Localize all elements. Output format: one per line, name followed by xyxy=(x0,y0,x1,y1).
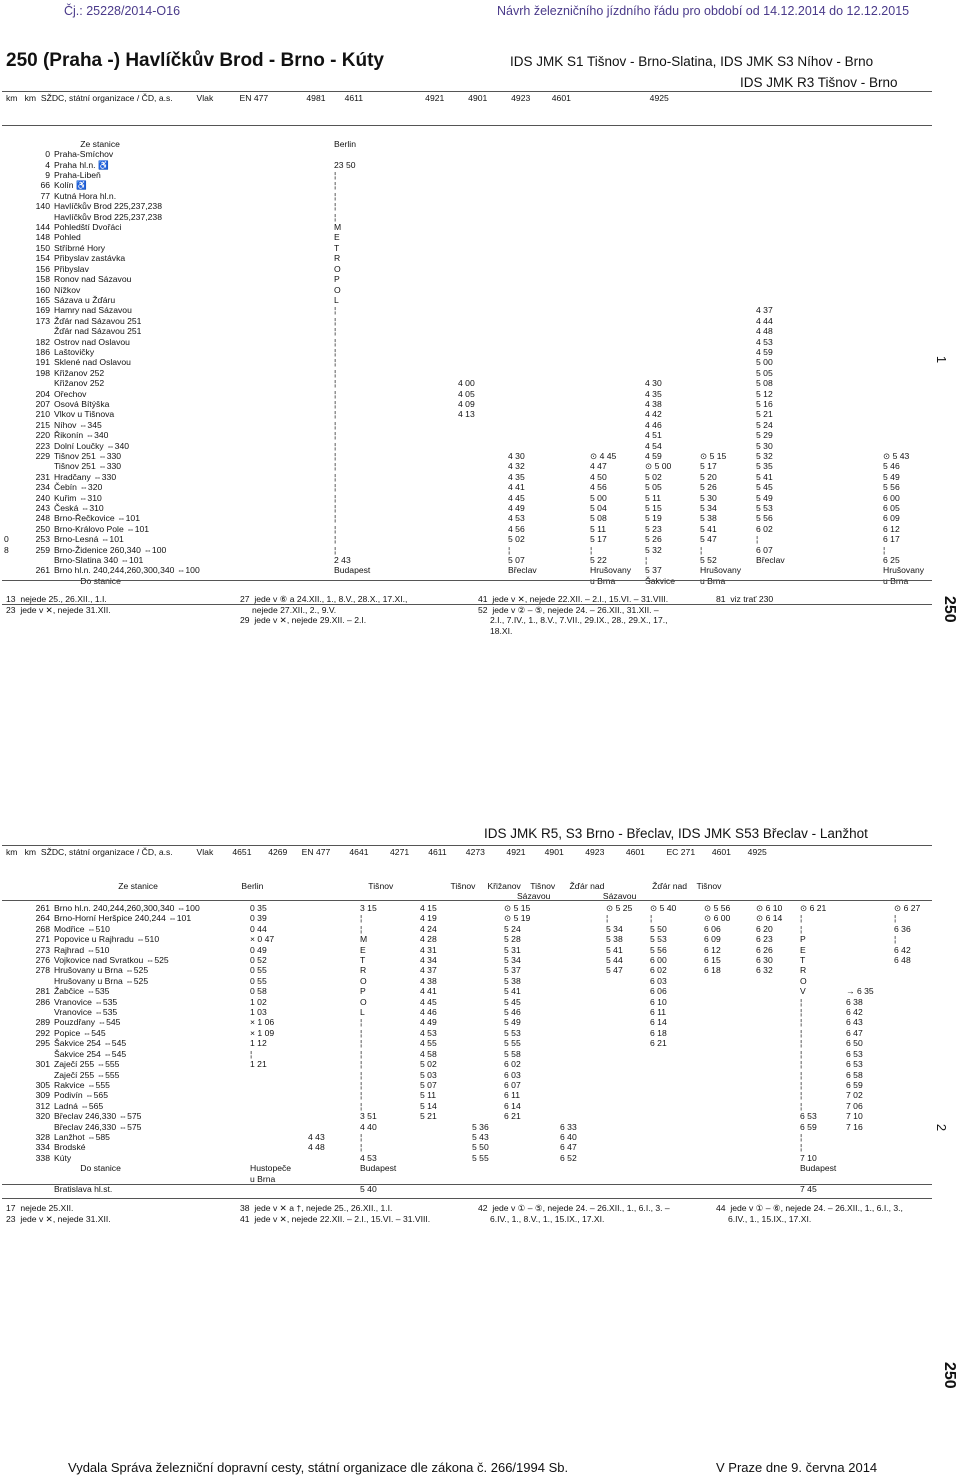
footer-date: V Praze dne 9. června 2014 xyxy=(716,1460,878,1475)
table1-note-2: 27 jede v ⑥ a 24.XII., 1., 8.V., 28.X., 17.XI., nejede 27.XII., 2., 9.V. 29 jede v ✕, nejede 29.XII. – 2.I. xyxy=(240,594,408,625)
table2-body xyxy=(0,903,930,1213)
table1-note-3: 41 jede v ✕, nejede 22.XII. – 2.I., 15.VI. – 31.VIII. 52 jede v ② – ⑤, nejede 24. – 26.XII., 31.XII. – 2.I., 7.IV., 1., 8.V., 7.VII., 29.IX., 28., 29.X., 17., 18.XI. xyxy=(478,594,669,636)
footer-publisher: Vydala Správa železniční dopravní cesty, státní organizace dle zákona č. 266/1994 Sb. xyxy=(68,1460,569,1475)
train-4901-column: 4 30 4 35 4 38 4 42 4 46 4 51 4 54 4 59 ⊙ 5 00 5 02 5 05 5 11 5 15 5 19 5 23 5 26 5 32 ¦ 5 37 Šakvice xyxy=(645,378,676,586)
train-4923-column: ⊙ 5 15 5 17 5 20 5 26 5 30 5 34 5 38 5 41 5 47 ¦ 5 52 Hrušovany u Brna xyxy=(700,451,742,586)
table1-body xyxy=(0,118,930,588)
side-label-250-bottom: 250 xyxy=(941,1362,958,1389)
table-title: 250 (Praha -) Havlíčkův Brod - Brno - Kúty xyxy=(6,50,384,71)
t2-train-271-column: ⊙ 6 21 ¦ ¦ P E T R O V ¦ ¦ ¦ ¦ ¦ ¦ ¦ ¦ ¦ ¦ ¦ 6 53 6 59 ¦ ¦ 7 10 Budapest 7 45 xyxy=(800,903,837,1194)
train-477-column: Berlin 23 50 ¦ ¦ ¦ ¦ ¦ M E T R O P O L ¦ ¦ ¦ ¦ ¦ ¦ ¦ ¦ ¦ ¦ ¦ ¦ ¦ ¦ ¦ ¦ ¦ ¦ ¦ ¦ ¦ ¦ ¦ ¦ 2 43 Budapest xyxy=(334,138,371,576)
t2-train-4611-column: ⊙ 5 15 ⊙ 5 19 5 24 5 28 5 31 5 34 5 37 5 38 5 41 5 45 5 46 5 49 5 53 5 55 5 58 6 02 6 03 6 07 6 11 6 14 6 21 xyxy=(504,903,531,1122)
train-4981-column: 4 00 4 05 4 09 4 13 xyxy=(458,378,475,420)
page-mark-2: 2 xyxy=(934,1123,950,1132)
station-column: Ze stanice Praha-Smíchov Praha hl.n. ♿ Praha-Libeň Kolín ♿ Kutná Hora hl.n. Havlíčkův Brod 225,237,238 Havlíčkův Brod 225,237,238 Pohledští Dvořáci Pohled Stříbrné Hory Přibyslav zastávka Přibyslav Ronov nad Sázavou Nížkov Sázava u Žďáru Hamry nad Sázavou Žďár nad Sázavou 251 Žďár nad Sázavou 251 Ostrov nad Oslavou Laštovičky Sklené nad Oslavou Křižanov 252 Křižanov 252 Ořechov Osová Bítýška Vlkov u Tišnova Níhov ⇔345 Řikonín ⇔340 Dolní Loučky ⇔340 Tišnov 251 ⇔330 Tišnov 251 ⇔330 Hradčany ⇔330 Čebín ⇔320 Kuřim ⇔310 Česká ⇔310 Brno-Řečkovice ⇔101 Brno-Královo Pole ⇔101 Brno-Lesná ⇔101 Brno-Židenice 260,340 ⇔100 Brno-Slatina 340 ⇔101 Brno hl.n. 240,244,260,300,340 ⇔100 Do stanice xyxy=(54,138,200,586)
train-4921-column: ⊙ 4 45 4 47 4 50 4 56 5 00 5 04 5 08 5 11 5 17 ¦ 5 22 Hrušovany u Brna xyxy=(590,451,632,586)
t2-train-4651-column: 0 35 0 39 0 44 × 0 47 0 49 0 52 0 55 0 55 0 58 1 02 1 03 × 1 06 × 1 09 1 12 ¦ 1 21 Hustopeče u Brna xyxy=(250,903,292,1184)
table1-note-1: 13 nejede 25., 26.XII., 1.I. 23 jede v ✕, nejede 31.XII. xyxy=(6,594,111,615)
t2-station-column: Brno hl.n. 240,244,260,300,340 ⇔100 Brno-Horní Heršpice 240,244 ⇔101 Modřice ⇔510 Popovice u Rajhradu ⇔510 Rajhrad ⇔510 Vojkovice nad Svratkou ⇔525 Hrušovany u Brna ⇔525 Hrušovany u Brna ⇔525 Žabčice ⇔535 Vranovice ⇔535 Vranovice ⇔535 Pouzdřany ⇔545 Popice ⇔545 Šakvice 254 ⇔545 Šakvice 254 ⇔545 Zaječí 255 ⇔555 Zaječí 255 ⇔555 Rakvice ⇔555 Podivín ⇔565 Ladná ⇔565 Břeclav 246,330 ⇔575 Břeclav 246,330 ⇔575 Lanžhot ⇔585 Brodské Kúty Do stanice Bratislava hl.st. xyxy=(54,903,200,1194)
table1-note-4: 81 viz trať 230 xyxy=(716,594,774,604)
table2-note-4: 44 jede v ① – ⑥, nejede 24. – 26.XII., 1., 6.I., 3., 6.IV., 1., 15.IX., 17.XI. xyxy=(716,1203,903,1224)
table2-note-3: 42 jede v ① – ⑤, nejede 24. – 26.XII., 1., 6.I., 3. – 6.IV., 1., 8.V., 1., 15.IX., 17.XI. xyxy=(478,1203,670,1224)
train-4611-column: 4 30 4 32 4 35 4 41 4 45 4 49 4 53 4 56 5 02 ¦ 5 07 Břeclav xyxy=(508,451,537,576)
t2-train-4601b-column: → 6 35 6 38 6 42 6 43 6 47 6 50 6 53 6 53 6 58 6 59 7 02 7 06 7 10 7 16 xyxy=(846,986,874,1132)
table2-note-2: 38 jede v ✕ a †, nejede 25., 26.XII., 1.I. 41 jede v ✕, nejede 22.XII. – 2.I., 15.VI. – 31.VIII. xyxy=(240,1203,431,1224)
ids-line-1: IDS JMK S1 Tišnov - Brno-Slatina, IDS JMK S3 Níhov - Brno xyxy=(510,54,874,69)
ids-line-table2: IDS JMK R5, S3 Brno - Břeclav, IDS JMK S53 Břeclav - Lanžhot xyxy=(484,826,868,841)
t2-train-4923-column: ⊙ 5 56 ⊙ 6 00 6 06 6 09 6 12 6 15 6 18 xyxy=(704,903,731,976)
train-4925-column: ⊙ 5 43 5 46 5 49 5 56 6 00 6 05 6 09 6 12 6 17 ¦ 6 25 Hrušovany u Brna xyxy=(883,451,925,586)
document-reference: Čj.: 25228/2014-O16 xyxy=(64,4,181,18)
document-heading: Návrh železničního jízdního řádu pro období od 14.12.2014 do 12.12.2015 xyxy=(497,4,910,18)
ids-line-2: IDS JMK R3 Tišnov - Brno xyxy=(740,75,898,90)
km2-column: 0 8 xyxy=(4,534,9,555)
t2-train-4641-column: 4 15 4 19 4 24 4 28 4 31 4 34 4 37 4 38 4 41 4 45 4 46 4 49 4 53 4 55 4 58 5 02 5 03 5 07 5 11 5 14 5 21 xyxy=(420,903,437,1122)
t2-train-4601-column: ⊙ 6 10 ⊙ 6 14 6 20 6 23 6 26 6 30 6 32 xyxy=(756,903,783,976)
table2-note-1: 17 nejede 25.XII. 23 jede v ✕, nejede 31.XII. xyxy=(6,1203,111,1224)
t2-train-4271-column: 5 36 5 43 5 50 5 55 xyxy=(472,1121,489,1163)
t2-train-4901-column: ⊙ 5 40 ¦ 5 50 5 53 5 56 6 00 6 02 6 03 6 06 6 10 6 11 6 14 6 18 6 21 xyxy=(650,903,677,1049)
t2-train-477-column: 3 15 ¦ ¦ M E T R O P O L ¦ ¦ ¦ ¦ ¦ ¦ ¦ ¦ ¦ 3 51 4 40 ¦ ¦ 4 53 Budapest 5 40 xyxy=(360,903,397,1194)
train-4601-column: 4 37 4 44 4 48 4 53 4 59 5 00 5 05 5 08 5 12 5 16 5 21 5 24 5 29 5 30 5 32 5 35 5 41 5 45 5 49 5 53 5 56 6 02 ¦ 6 07 Břeclav xyxy=(756,305,785,566)
km-column: 0 4 9 66 77 140 144 148 150 154 156 158 160 165 169 173 182 186 191 198 204 207 210 215 220 223 229 231 234 240 243 248 250 253 259 261 xyxy=(35,149,50,576)
t2-train-4925-column: ⊙ 6 27 ¦ 6 36 ¦ 6 42 6 48 xyxy=(894,903,921,966)
t2-train-4269-column: 4 43 4 48 xyxy=(308,1131,325,1153)
page-mark-1: 1 xyxy=(934,355,950,364)
side-label-250-top: 250 xyxy=(941,596,958,623)
t2-train-4273-column: 6 33 6 40 6 47 6 52 xyxy=(560,1121,577,1163)
t2-train-4921-column: ⊙ 5 25 ¦ 5 34 5 38 5 41 5 44 5 47 xyxy=(606,903,633,976)
t2-km-column: 261 264 268 271 273 276 278 281 286 289 292 295 301 305 309 312 320 328 334 338 xyxy=(35,903,50,1163)
